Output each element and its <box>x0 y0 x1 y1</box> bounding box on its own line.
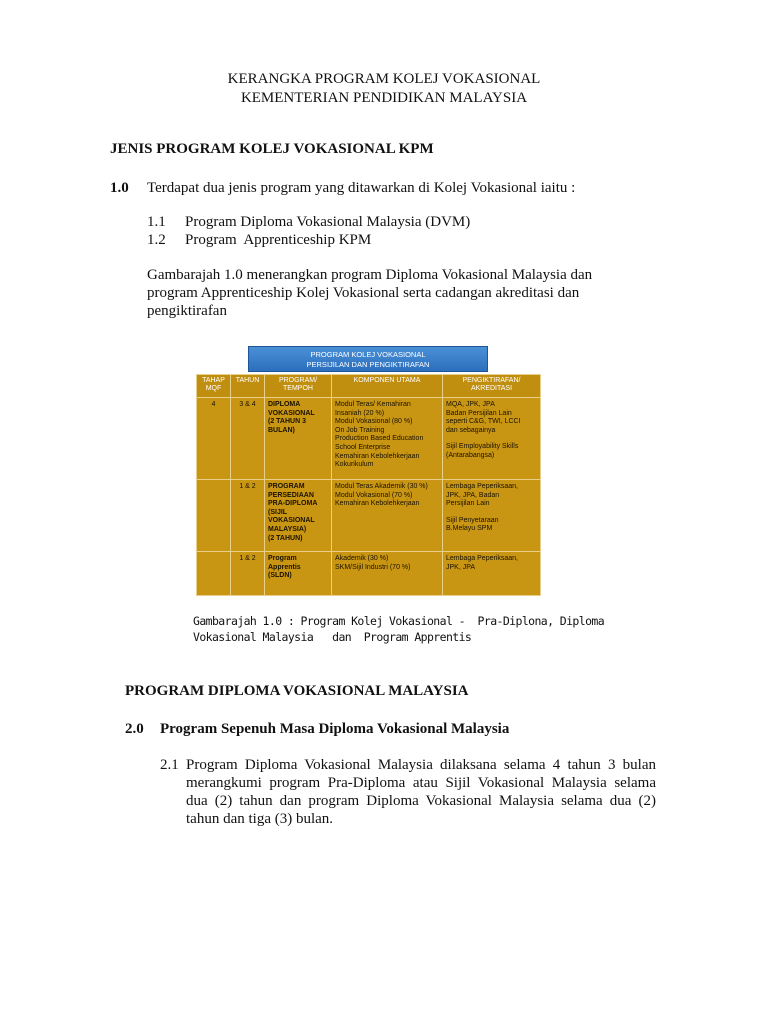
cell-line: (2 TAHUN 3 <box>268 418 306 426</box>
item-1-1-number: 1.1 <box>147 214 166 230</box>
cell-tahun: 1 & 2 <box>231 480 265 552</box>
cell-gap <box>446 435 537 443</box>
cell-line: Insaniah (20 %) <box>335 409 385 417</box>
cell-line: (2 TAHUN) <box>268 534 303 542</box>
cell-komponen <box>332 552 443 596</box>
cell-line: VOKASIONAL <box>268 517 315 525</box>
cell-line: B.Melayu SPM <box>446 525 493 533</box>
header-program-tempoh <box>265 375 332 398</box>
cell-tahun: 1 & 2 <box>231 552 265 596</box>
cell-line: VOKASIONAL <box>268 409 315 417</box>
item-1-1-text: Program Diploma Vokasional Malaysia (DVM) <box>185 214 471 230</box>
cell-line: seperti C&G, TWI, LCCI <box>446 418 521 426</box>
header-text: PROGRAM/ <box>278 377 318 384</box>
cell-komponen <box>332 398 443 480</box>
figure-description-line: program Apprenticeship Kolej Vokasional serta cadangan akreditasi dan <box>147 285 580 301</box>
cell-line: Kemahiran Kebolehkerjaan <box>335 500 420 508</box>
cell-line: Sijil Employability Skills <box>446 443 519 451</box>
figure-caption <box>193 613 604 645</box>
cell-line: Persijilan Lain <box>446 500 490 508</box>
item-1-0-text: Terdapat dua jenis program yang ditawarkan di Kolej Vokasional iaitu : <box>147 180 576 196</box>
caption-line: Gambarajah 1.0 : Program Kolej Vokasional - Pra-Diplona, Diploma <box>193 614 605 628</box>
header-text: TAHAP <box>202 377 225 384</box>
cell-line: MALAYSIA) <box>268 525 307 533</box>
cell-program <box>265 480 332 552</box>
document-title-line2: KEMENTERIAN PENDIDIKAN MALAYSIA <box>240 90 528 106</box>
header-tahun: TAHUN <box>231 375 265 398</box>
cell-tahun: 3 & 4 <box>231 398 265 480</box>
header-text: AKREDITASI <box>470 385 513 392</box>
item-2-1-number: 2.1 <box>160 757 179 773</box>
cell-program <box>265 552 332 596</box>
cell-line: Sijil Penyetaraan <box>446 516 499 524</box>
figure-banner-line: PROGRAM KOLEJ VOKASIONAL <box>310 350 426 359</box>
cell-line: Modul Vokasional (70 %) <box>335 491 413 499</box>
cell-line: Akademik (30 %) <box>335 555 389 562</box>
figure-description-line: Gambarajah 1.0 menerangkan program Diploma Vokasional Malaysia dan <box>147 267 593 283</box>
header-komponen-utama: KOMPONEN UTAMA <box>332 375 443 398</box>
table-row <box>197 398 541 480</box>
cell-program <box>265 398 332 480</box>
cell-line: PERSEDIAAN <box>268 491 314 499</box>
program-figure-table <box>196 374 541 596</box>
paragraph-line: merangkumi program Pra-Diploma atau Sijil Vokasional Malaysia selama <box>186 775 656 791</box>
cell-line: MQA, JPK, JPA <box>446 401 495 408</box>
header-text: TEMPOH <box>283 385 313 392</box>
cell-line: (SLDN) <box>268 572 292 580</box>
cell-line: School Enterprise <box>335 443 391 451</box>
item-1-2-number: 1.2 <box>147 232 166 248</box>
cell-line: (Antarabangsa) <box>446 451 495 459</box>
header-text: MQF <box>205 385 222 392</box>
cell-komponen <box>332 480 443 552</box>
cell-line: Kokurikulum <box>335 461 374 469</box>
cell-pengiktirafan <box>443 480 541 552</box>
cell-line: Lembaga Peperiksaan, <box>446 483 518 490</box>
cell-line: Program <box>268 555 297 562</box>
cell-line: Apprentis <box>268 563 301 571</box>
figure-description-line: pengiktirafan <box>147 303 227 319</box>
cell-line: Kemahiran Kebolehkerjaan <box>335 452 420 460</box>
cell-line: Badan Persijilan Lain <box>446 409 512 417</box>
caption-line: Vokasional Malaysia dan Program Apprentis <box>193 630 472 644</box>
item-2-0-text: Program Sepenuh Masa Diploma Vokasional Malaysia <box>160 721 510 737</box>
item-2-0-number: 2.0 <box>125 721 144 737</box>
item-1-2-text: Program Apprenticeship KPM <box>185 232 372 248</box>
cell-line: Modul Teras/ Kemahiran <box>335 401 411 408</box>
cell-line: DIPLOMA <box>268 401 301 408</box>
cell-gap <box>446 509 537 517</box>
paragraph-line: Program Diploma Vokasional Malaysia dilaksana selama 4 tahun 3 bulan <box>186 757 656 773</box>
table-row <box>197 552 541 596</box>
header-pengiktirafan <box>443 375 541 398</box>
figure-banner <box>248 346 488 372</box>
cell-line: Lembaga Peperiksaan, <box>446 555 518 562</box>
figure-banner-line: PERSIJILAN DAN PENGIKTIRAFAN <box>306 360 430 369</box>
cell-line: PRA-DIPLOMA <box>268 500 318 508</box>
cell-pengiktirafan <box>443 398 541 480</box>
cell-pengiktirafan <box>443 552 541 596</box>
paragraph-line: tahun dan tiga (3) bulan. <box>186 811 334 827</box>
cell-line: Modul Vokasional (80 %) <box>335 418 413 426</box>
cell-tahap <box>197 480 231 552</box>
cell-line: dan sebagainya <box>446 426 496 434</box>
item-1-0-number: 1.0 <box>110 180 129 196</box>
item-2-1-text <box>186 756 656 828</box>
cell-line: JPK, JPA <box>446 563 476 571</box>
table-row <box>197 480 541 552</box>
paragraph-line: dua (2) tahun dan program Diploma Vokasional Malaysia selama dua (2) <box>186 793 656 809</box>
section1-heading: JENIS PROGRAM KOLEJ VOKASIONAL KPM <box>110 141 434 157</box>
table-header-row <box>197 375 541 398</box>
figure-description <box>147 266 592 320</box>
cell-line: BULAN) <box>268 426 295 434</box>
header-tahap-mqf <box>197 375 231 398</box>
cell-tahap: 4 <box>197 398 231 480</box>
cell-line: PROGRAM <box>268 483 305 490</box>
cell-line: (SIJIL <box>268 508 288 516</box>
cell-line: Modul Teras Akademik (30 %) <box>335 483 428 490</box>
section2-heading: PROGRAM DIPLOMA VOKASIONAL MALAYSIA <box>125 683 469 699</box>
cell-tahap <box>197 552 231 596</box>
cell-line: SKM/Sijil Industri (70 %) <box>335 563 411 571</box>
cell-line: Production Based Education <box>335 435 424 443</box>
header-text: PENGIKTIRAFAN/ <box>462 377 521 384</box>
cell-line: On Job Training <box>335 426 385 434</box>
document-title-line1: KERANGKA PROGRAM KOLEJ VOKASIONAL <box>227 71 541 87</box>
cell-line: JPK, JPA, Badan <box>446 491 500 499</box>
